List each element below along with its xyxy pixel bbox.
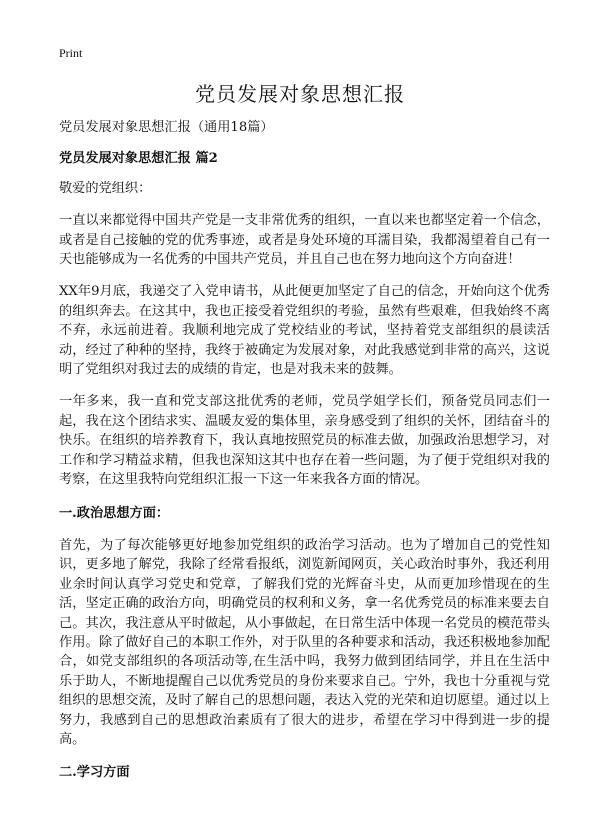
paragraph-year-review: 一年多来，我一直和党支部这批优秀的老师，党员学姐学长们，预备党员同志们一起，我在这个团结求实、温暖友爱的集体里，亲身感受到了组织的关怀，团结奋斗的快乐。在组织的培养教育下，我认真地按照党员的标准去做，加强政治思想学习，对工作和学习精益求精，但我也深知这其中也存在着一些问题，为了便于党组织对我的考察，在这里我特向党组织汇报一下这一年来我各方面的情况。 [59,394,550,488]
print-link[interactable]: Print [59,46,83,60]
document-title: 党员发展对象思想汇报 [195,82,405,106]
section-title: 党员发展对象思想汇报 篇2 [59,151,218,167]
greeting: 敬爱的党组织： [59,180,152,196]
document-body [59,118,550,783]
paragraph-intro: 一直以来都觉得中国共产党是一支非常优秀的组织，一直以来也都坚定着一个信念，或者是自己接触的党的优秀事迹，或者是身处环境的耳濡目染，我都渴望着自己有一天也能够成为一名优秀的中国共产党员，并且自己也在努力地向这个方向奋进！ [59,213,550,268]
paragraph-application: XX年9月底，我递交了入党申请书，从此便更加坚定了自己的信念，开始向这个优秀的组织奔去。在这其中，我也正接受着党组织的考验，虽然有些艰难，但我始终不离不弃，永远前进着。我顺利地完成了党校结业的考试，坚持着党支部组织的晨读活动，经过了种种的坚持，我终于被确定为发展对象，对此我感觉到非常的高兴，这说明了党组织对我过去的成绩的肯定，也是对我未来的鼓舞。 [59,284,550,378]
heading-political-thought: 一.政治思想方面： [59,505,170,521]
heading-study: 二.学习方面 [59,765,130,781]
paragraph-political-thought: 首先，为了每次能够更好地参加党组织的政治学习活动。也为了增加自己的党性知识，更多地了解党，我除了经常看报纸，浏览新闻网页，关心政治时事外，我还利用业余时间认真学习党史和党章，了解我们党的光辉奋斗史，从而更加珍惜现在的生活，坚定正确的政治方向，明确党员的权利和义务，拿一名优秀党员的标准来要去自己。其次，我注意从平时做起，从小事做起，在日常生活中体现一名党员的模范带头作用。除了做好自己的本职工作外，对于队里的各种要求和活动，我还积极地参加配合，如党支部组织的各项活动等,在生活中吗，我努力做到团结同学，并且在生活中乐于助人，不断地提醒自己以优秀党员的身份来要求自己。宁外，我也十分重视与党组织的思想交流，及时了解自己的思想问题，表达入党的光荣和迫切愿望。通过以上努力，我感到自己的思想政治素质有了很大的进步，希望在学习中得到进一步的提高。 [59,537,550,747]
document-subtitle: 党员发展对象思想汇报（通用18篇） [59,120,274,135]
